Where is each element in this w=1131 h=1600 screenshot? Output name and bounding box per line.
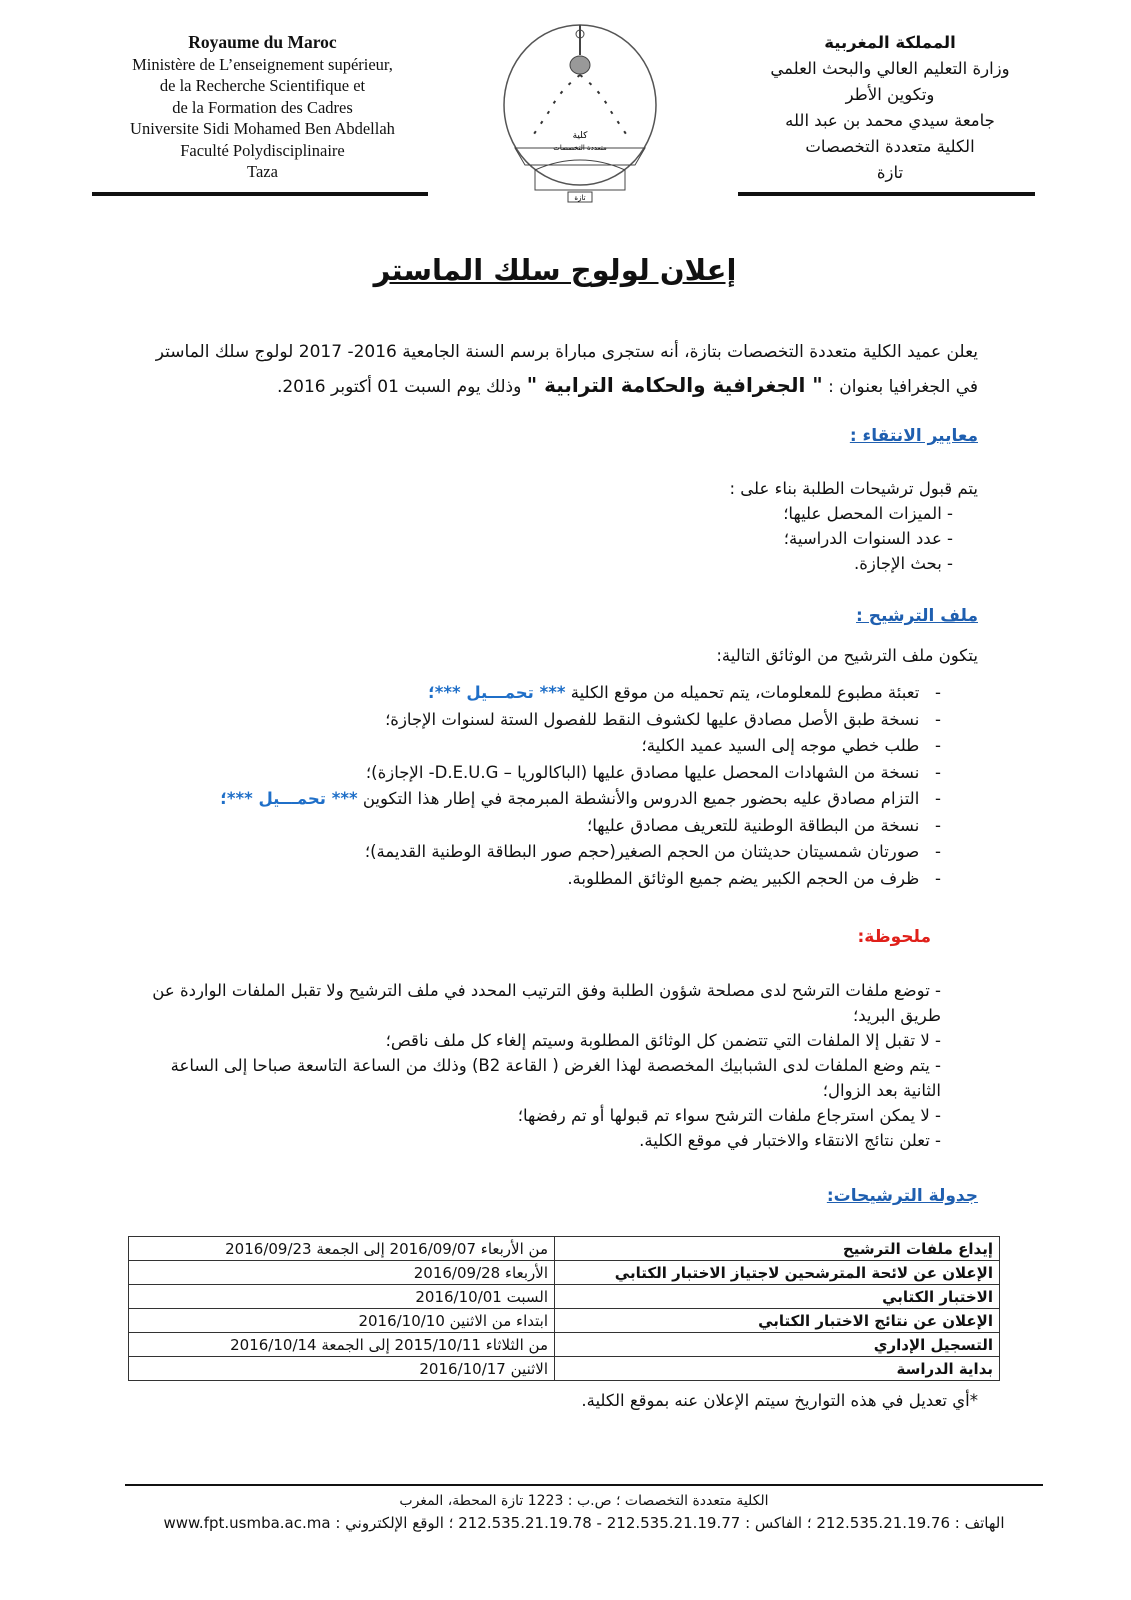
- document-text: تعبئة مطبوع للمعلومات، يتم تحميله من موقع الكلية: [565, 683, 920, 702]
- schedule-date: من الثلاثاء 2015/10/11 إلى الجمعة 2016/10/14: [129, 1333, 555, 1357]
- schedule-date: ابتداء من الاثنين 2016/10/10: [129, 1309, 555, 1333]
- note-heading: ملحوظة:: [857, 927, 931, 947]
- file-documents-list: [220, 680, 941, 892]
- schedule-date: من الأربعاء 2016/09/07 إلى الجمعة 2016/09/23: [129, 1237, 555, 1261]
- document-item: - نسخة طبق الأصل مصادق عليها لكشوف النقط للفصول الستة لسنوات الإجازة؛: [385, 709, 941, 729]
- schedule-date: الأربعاء 2016/09/28: [129, 1261, 555, 1285]
- criteria-section: [729, 476, 978, 576]
- note-item: - يتم وضع الملفات لدى الشبابيك المخصصة لهذا الغرض ( القاعة B2) وذلك من الساعة التاسعة صباحا إلى الساعة الثانية بعد الزوال؛: [170, 1056, 941, 1100]
- french-header-line: de la Recherche Scientifique et: [159, 76, 366, 95]
- footer-address: الكلية متعددة التخصصات ؛ ص.ب : 1223 تازة المحطة، المغرب: [399, 1493, 769, 1509]
- document-item: - التزام مصادق عليه بحضور جميع الدروس والأنشطة المبرمجة في إطار هذا التكوين *** تحمـــيل ***؛: [220, 789, 941, 808]
- footer-divider: [125, 1484, 1043, 1486]
- intro-line: يعلن عميد الكلية متعددة التخصصات بتازة، أنه ستجرى مباراة برسم السنة الجامعية 2016- 2017 لولوج سلك الماستر: [155, 342, 978, 362]
- arabic-header-line: وزارة التعليم العالي والبحث العلمي: [770, 59, 1010, 78]
- intro-paragraph: [118, 336, 978, 404]
- arabic-header-line: تازة: [876, 163, 904, 182]
- arabic-header-line: الكلية متعددة التخصصات: [805, 137, 975, 156]
- logo-text: كلية: [572, 131, 588, 141]
- schedule-date: السبت 2016/10/01: [129, 1285, 555, 1309]
- french-header-line: de la Formation des Cadres: [172, 97, 353, 117]
- note-item: - تعلن نتائج الانتقاء والاختبار في موقع الكلية.: [639, 1131, 941, 1150]
- schedule-date: الاثنين 2016/10/17: [129, 1357, 555, 1381]
- intro-text: وذلك يوم السبت 01 أكتوبر 2016.: [276, 377, 527, 397]
- schedule-step: الاختبار الكتابي: [555, 1285, 1000, 1309]
- file-intro: يتكون ملف الترشيح من الوثائق التالية:: [716, 646, 978, 665]
- logo-text: تازة: [574, 194, 586, 202]
- download-link[interactable]: *** تحمـــيل ***؛: [220, 789, 358, 808]
- file-heading: ملف الترشيح :: [856, 606, 978, 626]
- document-item: - طلب خطي موجه إلى السيد عميد الكلية؛: [641, 736, 941, 755]
- document-text: نسخة طبق الأصل مصادق عليها لكشوف النقط للفصول الستة لسنوات الإجازة؛: [385, 709, 920, 729]
- french-header-line: Ministère de L’enseignement supérieur,: [132, 54, 393, 74]
- schedule-step: الإعلان عن نتائج الاختبار الكتابي: [555, 1309, 1000, 1333]
- intro-text: في الجغرافيا بعنوان :: [822, 377, 978, 397]
- header-divider-left: [92, 192, 428, 196]
- document-text: نسخة من البطاقة الوطنية للتعريف مصادق عليها؛: [586, 815, 920, 835]
- criteria-heading: معايير الانتقاء :: [849, 426, 978, 446]
- french-header-line: Faculté Polydisciplinaire: [180, 140, 345, 160]
- schedule-step: التسجيل الإداري: [555, 1333, 1000, 1357]
- schedule-step: الإعلان عن لائحة المترشحين لاجتياز الاختبار الكتابي: [555, 1261, 1000, 1285]
- intro-line: [118, 369, 978, 404]
- document-text: التزام مصادق عليه بحضور جميع الدروس والأنشطة المبرمجة في إطار هذا التكوين: [357, 789, 920, 808]
- french-header-line: Universite Sidi Mohamed Ben Abdellah: [130, 119, 395, 138]
- french-header: [95, 32, 430, 183]
- schedule-table: [128, 1236, 1000, 1381]
- criteria-item: - بحث الإجازة.: [854, 554, 953, 573]
- document-text: ظرف من الحجم الكبير يضم جميع الوثائق المطلوبة.: [567, 868, 920, 888]
- document-text: طلب خطي موجه إلى السيد عميد الكلية؛: [641, 736, 920, 755]
- logo-text: متعددة التخصصات: [553, 144, 607, 152]
- document-item: - تعبئة مطبوع للمعلومات، يتم تحميله من موقع الكلية *** تحمـــيل ***؛: [428, 683, 941, 702]
- french-header-line: Taza: [247, 162, 278, 181]
- table-row: [129, 1333, 1000, 1357]
- table-row: [129, 1261, 1000, 1285]
- note-item: - توضع ملفات الترشح لدى مصلحة شؤون الطلبة وفق الترتيب المحدد في ملف الترشيح ولا تقبل الملفات الواردة عن طريق البريد؛: [152, 981, 941, 1025]
- note-item: - لا يمكن استرجاع ملفات الترشح سواء تم قبولها أو تم رفضها؛: [517, 1106, 941, 1125]
- document-item: - نسخة من الشهادات المحصل عليها مصادق عليها (الباكالوريا – D.E.U.G- الإجازة)؛: [365, 762, 941, 782]
- schedule-footnote: *أي تعديل في هذه التواريخ سيتم الإعلان عنه بموقع الكلية.: [581, 1391, 978, 1410]
- note-list: [141, 978, 941, 1153]
- criteria-item: - الميزات المحصل عليها؛: [783, 504, 953, 523]
- criteria-item: - عدد السنوات الدراسية؛: [783, 529, 953, 548]
- schedule-step: بداية الدراسة: [555, 1357, 1000, 1381]
- note-item: - لا تقبل إلا الملفات التي تتضمن كل الوثائق المطلوبة وسيتم إلغاء كل ملف ناقص؛: [385, 1031, 941, 1050]
- table-row: [129, 1309, 1000, 1333]
- table-row: [129, 1357, 1000, 1381]
- document-text: نسخة من الشهادات المحصل عليها مصادق عليها (الباكالوريا – D.E.U.G- الإجازة)؛: [365, 762, 920, 782]
- document-item: - ظرف من الحجم الكبير يضم جميع الوثائق المطلوبة.: [567, 868, 941, 888]
- master-name: " الجغرافية والحكامة الترابية ": [526, 373, 823, 397]
- french-header-line: Royaume du Maroc: [188, 32, 337, 52]
- table-row: [129, 1237, 1000, 1261]
- document-item: - نسخة من البطاقة الوطنية للتعريف مصادق عليها؛: [586, 815, 941, 835]
- arabic-header-line: جامعة سيدي محمد بن عبد الله: [785, 111, 995, 130]
- document-item: - صورتان شمسيتان حديثتان من الحجم الصغير(حجم صور البطاقة الوطنية القديمة)؛: [364, 842, 941, 861]
- header-divider-right: [738, 192, 1035, 196]
- arabic-header-line: المملكة المغربية: [824, 33, 956, 52]
- footer-contact: الهاتف : 212.535.21.19.76 ؛ الفاكس : 212.535.21.19.77 - 212.535.21.19.78 ؛ الوقع الإلكتروني : www.fpt.usmba.ac.ma: [163, 1514, 1005, 1532]
- schedule-heading: جدولة الترشيحات:: [826, 1186, 978, 1206]
- schedule-step: إيداع ملفات الترشيح: [555, 1237, 1000, 1261]
- criteria-intro: يتم قبول ترشيحات الطلبة بناء على :: [729, 479, 978, 498]
- page-title: إعلان لولوج سلك الماستر: [373, 253, 737, 287]
- download-link[interactable]: *** تحمـــيل ***؛: [428, 683, 566, 702]
- document-text: صورتان شمسيتان حديثتان من الحجم الصغير(حجم صور البطاقة الوطنية القديمة)؛: [364, 842, 920, 861]
- table-row: [129, 1285, 1000, 1309]
- arabic-header-line: وتكوين الأطر: [845, 85, 935, 104]
- faculty-logo: [500, 20, 660, 205]
- arabic-header: [745, 30, 1035, 186]
